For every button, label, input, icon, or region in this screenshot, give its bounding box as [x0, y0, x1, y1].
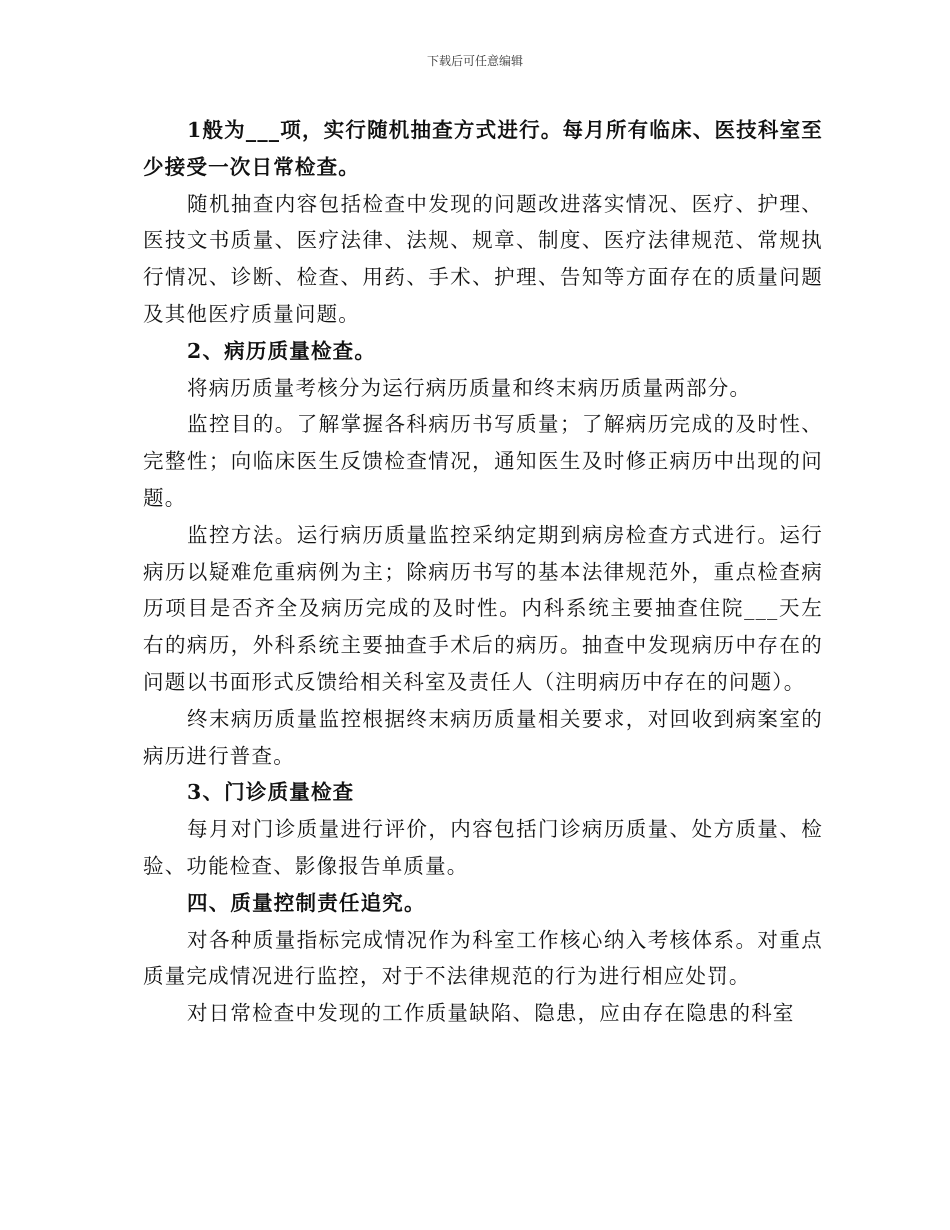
paragraph-record-assessment: 将病历质量考核分为运行病历质量和终末病历质量两部分。: [187, 375, 752, 400]
section-heading-outpatient-quality: 3、门诊质量检查: [187, 780, 355, 805]
paragraph-defect-handling: 对日常检查中发现的工作质量缺陷、隐患，应由存在隐患的科室: [187, 1001, 795, 1026]
page-header: 下载后可任意编辑: [426, 54, 523, 68]
paragraph-outpatient-evaluation: 每月对门诊质量进行评价，内容包括门诊病历质量、处方质量、检验、功能检查、影像报告单质量。: [143, 817, 823, 878]
paragraph-final-record-monitoring: 终末病历质量监控根据终末病历质量相关要求，对回收到病案室的病历进行普查。: [143, 706, 823, 768]
section-heading-medical-record-quality: 2、病历质量检查。: [187, 338, 377, 363]
paragraph-random-inspection-heading: 1般为___项，实行随机抽查方式进行。每月所有临床、医技科室至少接受一次日常检查。: [143, 118, 823, 179]
paragraph-random-inspection-content: 随机抽查内容包括检查中发现的问题改进落实情况、医疗、护理、医技文书质量、医疗法律、法规、规章、制度、医疗法律规范、常规执行情况、诊断、检查、用药、手术、护理、告知等方面存在的质量问题及其他医疗质量问题。: [143, 191, 823, 326]
paragraph-accountability-assessment: 对各种质量指标完成情况作为科室工作核心纳入考核体系。对重点质量完成情况进行监控，对于不法律规范的行为进行相应处罚。: [143, 927, 823, 989]
paragraph-monitoring-purpose: 监控目的。了解掌握各科病历书写质量；了解病历完成的及时性、完整性；向临床医生反馈检查情况，通知医生及时修正病历中出现的问题。: [143, 412, 823, 510]
document-body: [143, 112, 823, 1032]
paragraph-monitoring-method: 监控方法。运行病历质量监控采纳定期到病房检查方式进行。运行病历以疑难危重病例为主；除病历书写的基本法律规范外，重点检查病历项目是否齐全及病历完成的及时性。内科系统主要抽查住院___天左右的病历，外科系统主要抽查手术后的病历。抽查中发现病历中存在的问题以书面形式反馈给相关科室及责任人（注明病历中存在的问题）。: [143, 522, 823, 694]
section-heading-accountability: 四、质量控制责任追究。: [187, 890, 426, 915]
